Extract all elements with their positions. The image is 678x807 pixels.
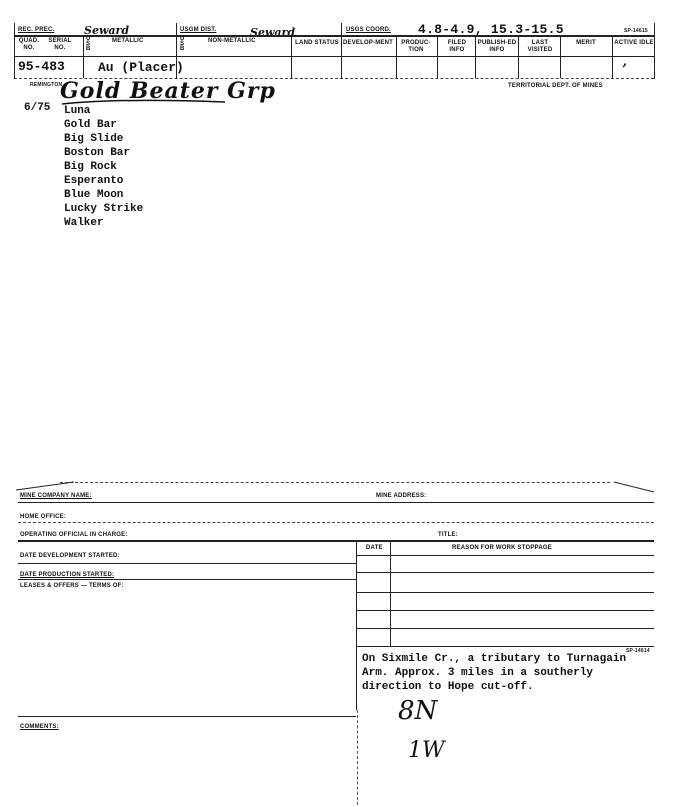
- col-land-status: LAND STATUS: [295, 40, 339, 46]
- col-active-idle: ACTIVE IDLE: [614, 40, 654, 46]
- location-line: On Sixmile Cr., a tributary to Turnagain: [362, 653, 627, 665]
- col-divider: [14, 23, 15, 79]
- col-divider: [475, 36, 476, 78]
- quad-serial-value: 95-483: [18, 59, 65, 74]
- claim-item: Blue Moon: [64, 189, 124, 201]
- production-started-label: DATE PRODUCTION STARTED:: [20, 572, 115, 578]
- handwritten-8n: 8N: [398, 696, 438, 726]
- claim-item: Boston Bar: [64, 147, 131, 159]
- claim-item: Gold Bar: [64, 119, 117, 131]
- claims-list: [64, 104, 143, 230]
- col-merit: MERIT: [576, 40, 596, 46]
- lower-divider: [356, 540, 357, 710]
- rec-prec-value: Seward: [84, 24, 130, 37]
- col-divider: [654, 23, 655, 79]
- col-production: PRODUC-TION: [401, 40, 431, 53]
- col-metallic: METALLIC: [112, 38, 144, 44]
- rule: [356, 610, 654, 611]
- active-idle-mark: ’: [622, 62, 627, 78]
- rule: [356, 572, 654, 573]
- col-usb-a: U S B: [86, 36, 91, 52]
- names-tag: REMINGTON: [30, 82, 63, 88]
- col-divider: [518, 36, 519, 78]
- claim-item: Luna: [64, 105, 91, 117]
- agency-label: TERRITORIAL DEPT. OF MINES: [508, 83, 603, 89]
- usgs-coord-value: 4.8-4.9, 15.3-15.5: [418, 22, 564, 37]
- rule: [18, 502, 654, 503]
- col-divider: [83, 36, 84, 78]
- col-divider: [437, 36, 438, 78]
- lower-top-curve: [14, 478, 656, 498]
- col-divider: [396, 36, 397, 78]
- col-usb-b: U S B: [180, 36, 185, 52]
- reason-col-label: REASON FOR WORK STOPPAGE: [452, 545, 552, 551]
- form-number: SP-14615: [624, 28, 648, 34]
- col-last-visited: LAST VISITED: [527, 40, 553, 53]
- usgm-dist-label: USGM DIST.: [180, 27, 217, 33]
- usgs-coord-label: USGS COORD.: [346, 27, 391, 33]
- rule: [18, 716, 356, 717]
- claim-item: Esperanto: [64, 175, 124, 187]
- group-handwritten: Gold Beater Grp: [60, 78, 276, 104]
- header-top-rule: [14, 35, 654, 37]
- location-note: [362, 652, 626, 694]
- date-col-label: DATE: [366, 545, 383, 551]
- leases-label: LEASES & OFFERS — TERMS OF:: [20, 583, 124, 589]
- col-divider: [291, 36, 292, 78]
- rule: [18, 522, 654, 523]
- col-divider: [612, 36, 613, 78]
- col-serial-no: SERIAL NO.: [48, 38, 72, 51]
- col-non-metallic: NON-METALLIC: [208, 38, 256, 44]
- mine-address-label: MINE ADDRESS:: [376, 493, 427, 499]
- rule: [18, 540, 654, 542]
- lower-divider-dashed: [357, 710, 358, 805]
- location-line: Arm. Approx. 3 miles in a southerly: [362, 667, 594, 679]
- rule: [356, 646, 654, 647]
- claim-item: Big Rock: [64, 161, 117, 173]
- location-line: direction to Hope cut-off.: [362, 681, 534, 693]
- header-mid-rule: [14, 56, 654, 57]
- development-started-label: DATE DEVELOPMENT STARTED:: [20, 553, 120, 559]
- form-number-2: SP-14614: [626, 648, 650, 654]
- rule: [18, 579, 356, 580]
- date-mark: 6/75: [24, 102, 51, 114]
- col-published-info: PUBLISH-ED INFO: [477, 40, 517, 53]
- rule: [18, 563, 356, 564]
- col-filed-info: FILED INFO: [447, 40, 467, 53]
- title-label: TITLE:: [438, 532, 458, 538]
- rec-prec-label: REC. PREC.: [18, 27, 55, 33]
- comments-label: COMMENTS:: [20, 724, 59, 730]
- rule: [356, 555, 654, 556]
- metallic-value: Au (Placer): [98, 60, 184, 75]
- home-office-label: HOME OFFICE:: [20, 514, 67, 520]
- col-divider: [341, 23, 342, 79]
- usgm-dist-value: Seward: [250, 26, 296, 39]
- col-quad-no: QUAD. NO.: [18, 38, 40, 51]
- claim-item: Big Slide: [64, 133, 124, 145]
- handwritten-1w: 1W: [408, 738, 445, 763]
- col-development: DEVELOP-MENT: [342, 40, 394, 46]
- lower-divider: [390, 540, 391, 646]
- col-divider: [176, 23, 177, 79]
- claim-item: Lucky Strike: [64, 203, 144, 215]
- operating-official-label: OPERATING OFFICIAL IN CHARGE:: [20, 532, 128, 538]
- rule: [356, 592, 654, 593]
- mine-company-name-label: MINE COMPANY NAME:: [20, 493, 92, 499]
- rule: [356, 628, 654, 629]
- claim-item: Walker: [64, 217, 104, 229]
- col-divider: [560, 36, 561, 78]
